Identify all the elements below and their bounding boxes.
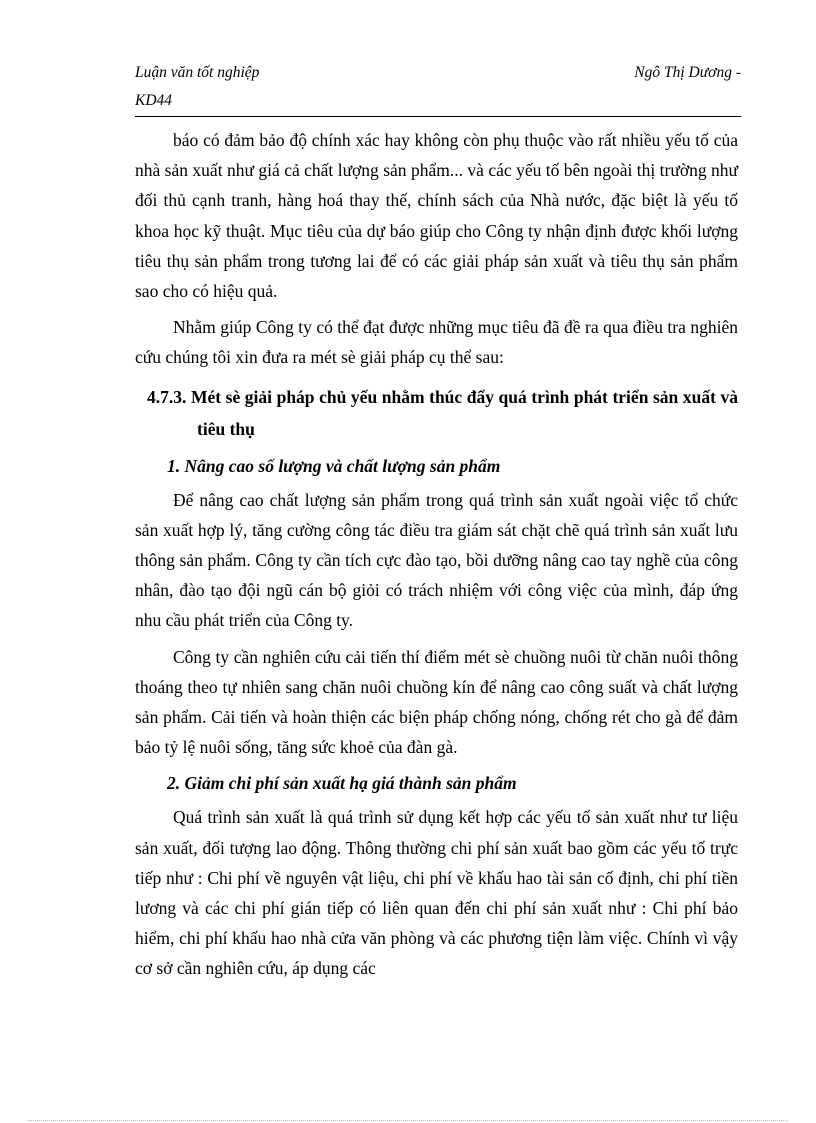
header-author: Ngô Thị Dương - (634, 64, 741, 81)
paragraph: Nhằm giúp Công ty có thể đạt được những mục tiêu đã đề ra qua điều tra nghiên cứu chúng tôi xin đưa ra mét sè giải pháp cụ thể sau: (135, 317, 738, 368)
paragraph: báo có đảm bảo độ chính xác hay không còn phụ thuộc vào rất nhiều yếu tố của nhà sản xuất như giá cả chất lượng sản phẩm... và các yếu tố bên ngoài thị trường như đối thủ cạnh tranh, hàng hoá thay thế, chính sách của Nhà nước, đặc biệt là yếu tố khoa học kỹ thuật. Mục tiêu của dự báo giúp cho Công ty nhận định được khối lượng tiêu thụ sản phẩm trong tương lai để có các giải pháp sản xuất và tiêu thụ sản phẩm sao cho có hiệu quả. (135, 130, 738, 302)
header-thesis-title: Luận văn tốt nghiệp (135, 64, 260, 81)
document-body (135, 125, 738, 990)
paragraph: Để nâng cao chất lượng sản phẩm trong quá trình sản xuất ngoài việc tổ chức sản xuất hợp lý, tăng cường công tác điều tra giám sát chặt chẽ quá trình sản xuất lưu thông sản phẩm. Công ty cần tích cực đào tạo, bồi dưỡng nâng cao tay nghề của công nhân, đào tạo đội ngũ cán bộ giỏi có trách nhiệm với công việc của mình, đáp ứng nhu cầu phát triển của Công ty. (135, 489, 738, 631)
paragraph: Công ty cần nghiên cứu cải tiến thí điểm mét sè chuồng nuôi từ chăn nuôi thông thoáng theo tự nhiên sang chăn nuôi chuồng kín để nâng cao công suất và chất lượng sản phẩm. Cải tiến và hoàn thiện các biện pháp chống nóng, chống rét cho gà để đảm bảo tỷ lệ nuôi sống, tăng sức khoẻ của đàn gà. (135, 646, 738, 758)
paragraph: Quá trình sản xuất là quá trình sử dụng kết hợp các yếu tố sản xuất như tư liệu sản xuất, đối tượng lao động. Thông thường chi phí sản xuất bao gồm các yếu tố trực tiếp như : Chi phí về nguyên vật liệu, chi phí về khấu hao tài sản cố định, chi phí tiền lương và các chi phí gián tiếp có liên quan đến chi phí sản xuất như : Chi phí bảo hiểm, chi phí khấu hao nhà cửa văn phòng và các phương tiện làm việc. Chính vì vậy cơ sở cần nghiên cứu, áp dụng các (135, 807, 738, 979)
subsection-heading: 1. Nâng cao số lượng và chất lượng sản phẩm (167, 455, 501, 476)
page-bottom-border (28, 1120, 788, 1121)
header-class-code: KD44 (135, 92, 173, 109)
page-header (135, 64, 741, 117)
subsection-heading: 2. Giảm chi phí sản xuất hạ giá thành sản phẩm (167, 773, 517, 794)
section-heading: 4.7.3. Mét sè giải pháp chủ yếu nhằm thúc đẩy quá trình phát triển sản xuất và tiêu thụ (147, 386, 738, 439)
